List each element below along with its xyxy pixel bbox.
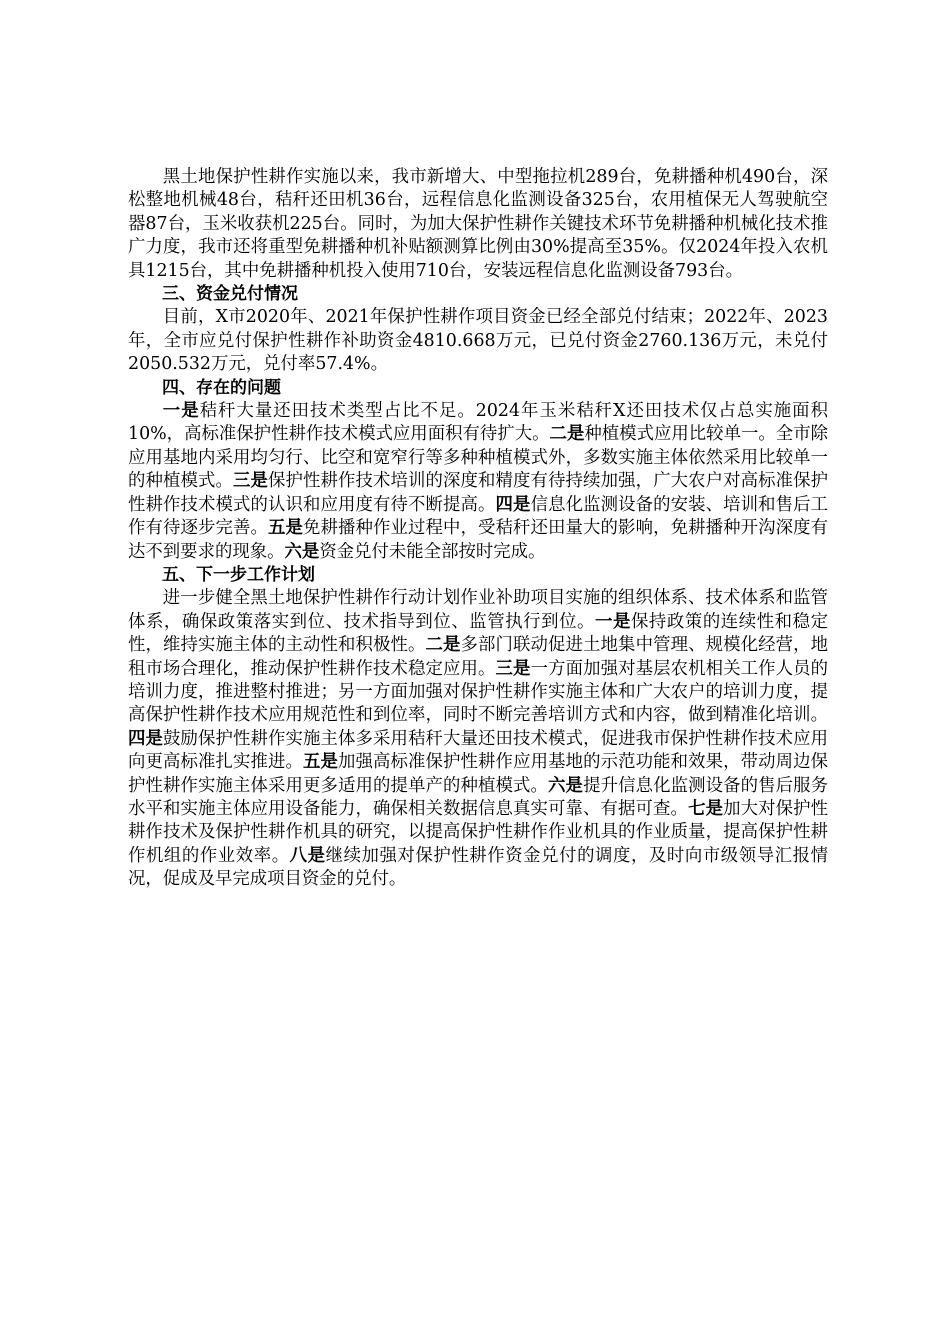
paragraph-text: 提升信息化监测设备的售后服务水平和实施主体应用设备能力，确保相关数据信息真实可靠、有据可查。 [128, 775, 828, 819]
paragraph-text: 保护性耕作技术培训的深度和精度有待持续加强，广大农户对高标准保护性耕作技术模式的认识和应用度有待不断提高。 [128, 471, 828, 515]
paragraph-text: 进一步健全黑土地保护性耕作行动计划作业补助项目实施的组织体系、技术体系和监管体系，确保政策落实到位、技术指导到位、监管执行到位。 [128, 588, 828, 632]
bold-marker: 五是 [268, 518, 304, 539]
bold-marker: 六是 [284, 541, 320, 562]
bold-marker: 二是 [549, 424, 585, 445]
paragraph-text: 资金兑付未能全部按时完成。 [319, 541, 546, 562]
paragraph-text: 一方面加强对基层农机相关工作人员的培训力度，推进整村推进；另一方面加强对保护性耕作实施主体和广大农户的培训力度，提高保护性耕作技术应用规范性和到位率，同时不断完善培训方式和内容，做到精准化培训。 [128, 658, 828, 726]
paragraph-text: 多部门联动促进土地集中管理、规模化经营，地租市场合理化，推动保护性耕作技术稳定应用。 [128, 635, 828, 679]
paragraph-problems [128, 400, 828, 564]
section-heading-problems: 四、存在的问题 [162, 377, 281, 398]
paragraph-text: 保持政策的连续性和稳定性，维持实施主体的主动性和积极性。 [128, 611, 828, 656]
document-page [128, 166, 828, 892]
paragraph-text: 秸秆大量还田技术类型占比不足。2024年玉米秸秆X还田技术仅占总实施面积10%，高标准保护性耕作技术模式应用面积有待扩大。 [128, 401, 828, 445]
bold-marker: 三是 [495, 658, 531, 679]
bold-marker: 八是 [289, 845, 326, 866]
paragraph-text: 加大对保护性耕作技术及保护性耕作机具的研究，以提高保护性耕作作业机具的作业质量，提高保护性耕作机组的作业效率。 [128, 798, 828, 866]
bold-marker: 二是 [425, 635, 461, 656]
paragraph-text: 种植模式应用比较单一。全市除应用基地内采用均匀行、比空和宽窄行等多种种植模式外，多数实施主体依然采用比较单一的种植模式。 [128, 424, 828, 492]
paragraph-text: 信息化监测设备的安装、培训和售后工作有待逐步完善。 [128, 494, 828, 539]
paragraph-text: 鼓励保护性耕作实施主体多采用秸秆大量还田技术模式，促进我市保护性耕作技术应用向更高标准扎实推进。 [128, 728, 828, 773]
paragraph-machinery: 黑土地保护性耕作实施以来，我市新增大、中型拖拉机289台，免耕播种机490台，深松整地机械48台，秸秆还田机36台，远程信息化监测设备325台，农用植保无人驾驶航空器87台，玉米收获机225台。同时，为加大保护性耕作关键技术环节免耕播种机械化技术推广力度，我市还将重型免耕播种机补贴额测算比例由30%提高至35%。仅2024年投入农机具1215台，其中免耕播种机投入使用710台，安装远程信息化监测设备793台。 [128, 167, 828, 281]
bold-marker: 五是 [303, 752, 339, 773]
bold-marker: 六是 [548, 775, 584, 796]
paragraph-fund-payment: 目前，X市2020年、2021年保护性耕作项目资金已经全部兑付结束；2022年、2023年，全市应兑付保护性耕作补助资金4810.668万元，已兑付资金2760.136万元，未兑付2050.532万元，兑付率57.4%。 [128, 307, 828, 375]
bold-marker: 四是 [495, 494, 531, 515]
paragraph-next-plan [128, 587, 828, 891]
section-heading-fund-payment: 三、资金兑付情况 [162, 284, 298, 305]
bold-marker: 四是 [128, 728, 164, 749]
bold-marker: 七是 [688, 798, 724, 819]
bold-marker: 三是 [233, 471, 269, 492]
bold-marker: 一是 [595, 611, 631, 632]
paragraph-text: 加强高标准保护性耕作应用基地的示范功能和效果，带动周边保护性耕作实施主体采用更多适用的提单产的种植模式。 [128, 752, 828, 796]
paragraph-text: 继续加强对保护性耕作资金兑付的调度，及时向市级领导汇报情况，促成及早完成项目资金的兑付。 [128, 845, 828, 890]
paragraph-text: 免耕播种作业过程中，受秸秆还田量大的影响，免耕播种开沟深度有达不到要求的现象。 [128, 518, 828, 562]
section-heading-next-plan: 五、下一步工作计划 [162, 564, 315, 585]
bold-marker: 一是 [162, 401, 200, 422]
